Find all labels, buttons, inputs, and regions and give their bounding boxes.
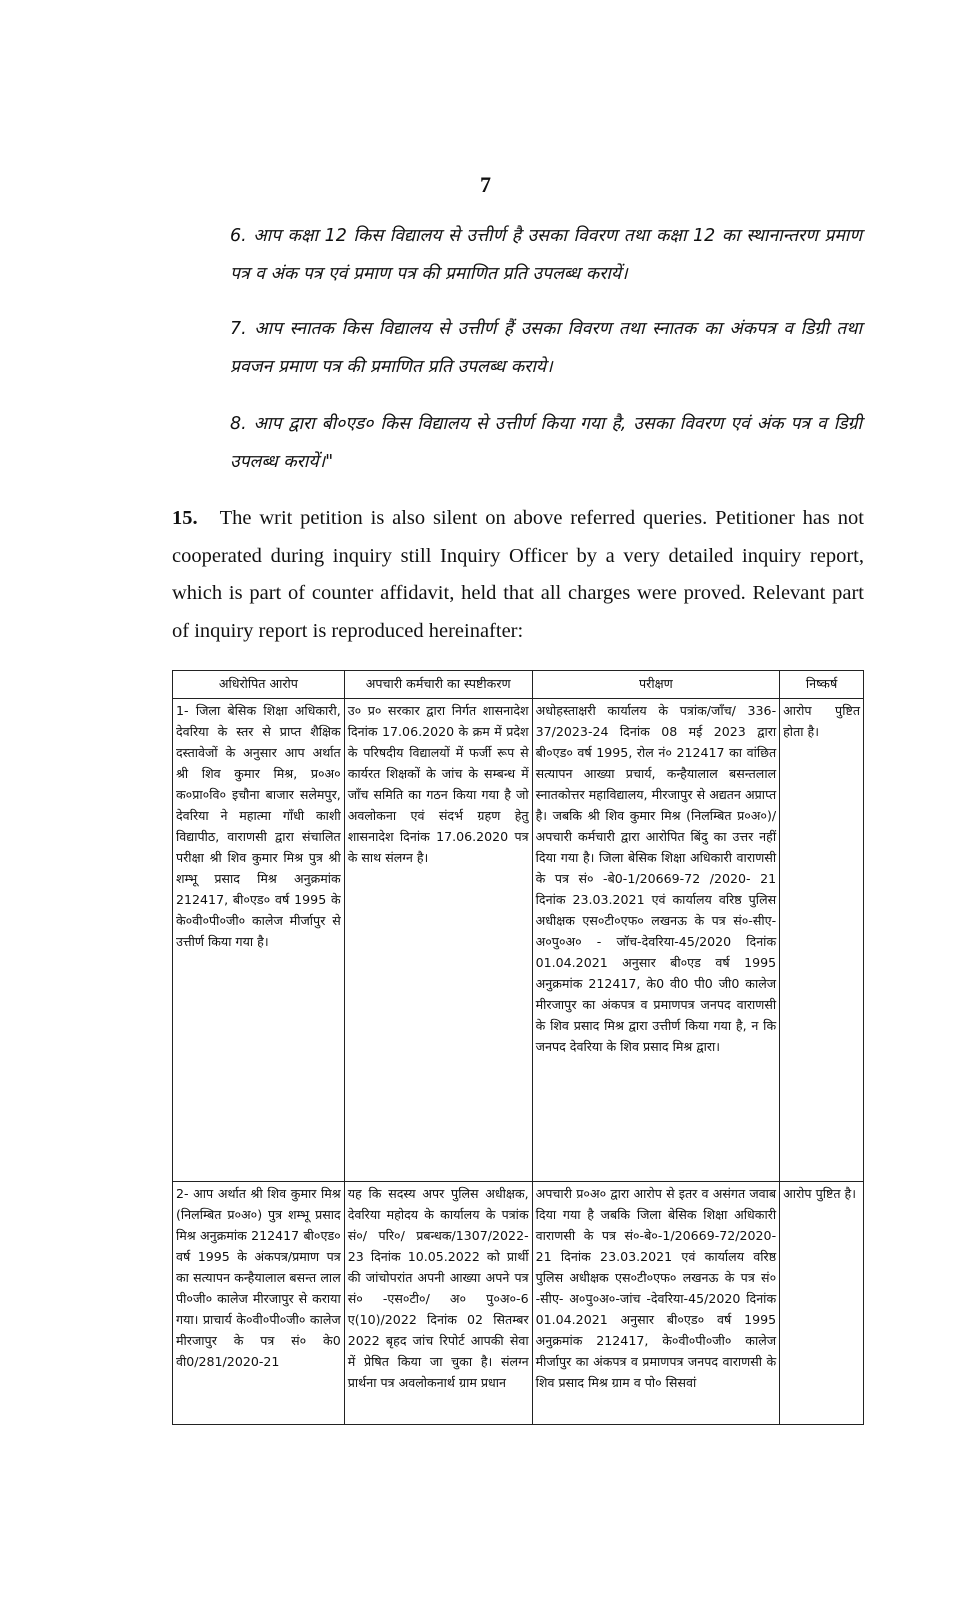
cell-explanation: उ० प्र० सरकार द्वारा निर्गत शासनादेश दिनांक 17.06.2020 के क्रम में प्रदेश के परिषदीय विद्यालयों में फर्जी रूप से कार्यरत शिक्षकों के जांच के सम्बन्ध में जाँच समिति का गठन किया गया है जो अवलोकना एवं संदर्भ ग्रहण हेतु शासनादेश दिनांक 17.06.2020 पत्र के साथ संलग्न है।	[344, 699, 532, 1182]
header-conclusion: निष्कर्ष	[780, 671, 864, 699]
cell-charge: 2- आप अर्थात श्री शिव कुमार मिश्र (निलम्बित प्र०अ०) पुत्र शम्भू प्रसाद मिश्र अनुक्रमांक 212417 बी०एड० वर्ष 1995 के अंकपत्र/प्रमाण पत्र का सत्यापन कन्हैयालाल बसन्त लाल पी०जी० कालेज मीरजापुर से कराया गया। प्राचार्य के०वी०पी०जी० कालेज मीरजापुर के पत्र सं० के0 वी0/281/2020-21	[173, 1182, 345, 1425]
cell-explanation: यह कि सदस्य अपर पुलिस अधीक्षक, देवरिया महोदय के कार्यालय के पत्रांक सं०/ परि०/ प्रबन्धक/1307/2022-23 दिनांक 10.05.2022 को प्रार्थी की जांचोपरांत अपनी आख्या अपने पत्र सं० -एस०टी०/ अ० पु०अ०-6 ए(10)/2022 दिनांक 02 सितम्बर 2022 बृहद जांच रिपोर्ट आपकी सेवा में प्रेषित किया जा चुका है। संलग्न प्रार्थना पत्र अवलोकनार्थ ग्राम प्रधान	[344, 1182, 532, 1425]
quoted-query-6: 6. आप कक्षा 12 किस विद्यालय से उत्तीर्ण है उसका विवरण तथा कक्षा 12 का स्थानान्तरण प्रमाण पत्र व अंक पत्र एवं प्रमाण पत्र की प्रमाणित प्रति उपलब्ध करायें।	[230, 226, 862, 284]
cell-examination: अपचारी प्र०अ० द्वारा आरोप से इतर व असंगत जवाब दिया गया है जबकि जिला बेसिक शिक्षा अधिकारी वाराणसी के पत्र सं०-बे०-1/20669-72/2020-21 दिनांक 23.03.2021 एवं कार्यालय वरिष्ठ पुलिस अधीक्षक एस०टी०एफ० लखनऊ के पत्र सं० -सीए- अ०पु०अ०-जांच -देवरिया-45/2020 दिनांक 01.04.2021 अनुसार बी०एड० वर्ष 1995 अनुक्रमांक 212417, के०वी०पी०जी० कालेज मीर्जापुर का अंकपत्र व प्रमाणपत्र जनपद वाराणसी के शिव प्रसाद मिश्र ग्राम व पो० सिसवां	[532, 1182, 780, 1425]
quoted-query-8: 8. आप द्वारा बी०एड० किस विद्यालय से उत्तीर्ण किया गया है, उसका विवरण एवं अंक पत्र व डिग्री उपलब्ध करायें।"	[230, 414, 862, 472]
cell-conclusion: आरोप पुष्टित है।	[780, 1182, 864, 1425]
cell-charge: 1- जिला बेसिक शिक्षा अधिकारी, देवरिया के स्तर से प्राप्त शैक्षिक दस्तावेजों के अनुसार आप अर्थात श्री शिव कुमार मिश्र, प्र०अ० क०प्रा०वि० इचौना बाजार सलेमपुर, देवरिया ने महात्मा गाँधी काशी विद्यापीठ, वाराणसी द्वारा संचालित परीक्षा श्री शिव कुमार मिश्र पुत्र श्री शम्भू प्रसाद मिश्र अनुक्रमांक 212417, बी०एड० वर्ष 1995 के के०वी०पी०जी० कालेज मीर्जापुर से उत्तीर्ण किया गया है।	[173, 699, 345, 1182]
paragraph-15	[172, 500, 864, 650]
table-row	[173, 1182, 864, 1425]
quoted-query-7: 7. आप स्नातक किस विद्यालय से उत्तीर्ण हैं उसका विवरण तथा स्नातक का अंकपत्र व डिग्री तथा प्रवजन प्रमाण पत्र की प्रमाणित प्रति उपलब्ध कराये।	[230, 319, 862, 377]
inquiry-report-table	[172, 670, 864, 1425]
header-explanation: अपचारी कर्मचारी का स्पष्टीकरण	[344, 671, 532, 699]
table-header-row	[173, 671, 864, 699]
cell-conclusion: आरोप पुष्टित होता है।	[780, 699, 864, 1182]
table-row	[173, 699, 864, 1182]
header-examination: परीक्षण	[532, 671, 780, 699]
paragraph-number: 15.	[172, 507, 198, 529]
cell-examination: अधोहस्ताक्षरी कार्यालय के पत्रांक/जाँच/ 336-37/2023-24 दिनांक 08 मई 2023 द्वारा बी०एड० वर्ष 1995, रोल नं० 212417 का वांछित सत्यापन आख्या प्रचार्य, कन्हैयालाल बसन्तलाल स्नातकोत्तर महाविद्यालय, मीरजापुर से अद्यतन अप्राप्त है। जबकि श्री शिव कुमार मिश्र (निलम्बित प्र०अ०)/अपचारी कर्मचारी द्वारा आरोपित बिंदु का उत्तर नहीं दिया गया है। जिला बेसिक शिक्षा अधिकारी वाराणसी के पत्र सं० -बे0-1/20669-72 /2020- 21 दिनांक 23.03.2021 एवं कार्यालय वरिष्ठ पुलिस अधीक्षक एस०टी०एफ० लखनऊ के पत्र सं०-सीए- अ०पु०अ० - जॉच-देवरिया-45/2020 दिनांक 01.04.2021 अनुसार बी०एड वर्ष 1995 अनुक्रमांक 212417, के0 वी0 पी0 जी0 कालेज मीरजापुर का अंकपत्र व प्रमाणपत्र जनपद वाराणसी के शिव प्रसाद मिश्र द्वारा उत्तीर्ण किया गया है, न कि जनपद देवरिया के शिव प्रसाद मिश्र द्वारा।	[532, 699, 780, 1182]
page-number: 7	[480, 172, 491, 197]
paragraph-text: The writ petition is also silent on above referred queries. Petitioner has not cooperated during inquiry still Inquiry Officer by a very detailed inquiry report, which is part of counter affidavit, held that all charges were proved. Relevant part of inquiry report is reproduced hereinafter:	[172, 507, 864, 642]
header-charge: अधिरोपित आरोप	[173, 671, 345, 699]
